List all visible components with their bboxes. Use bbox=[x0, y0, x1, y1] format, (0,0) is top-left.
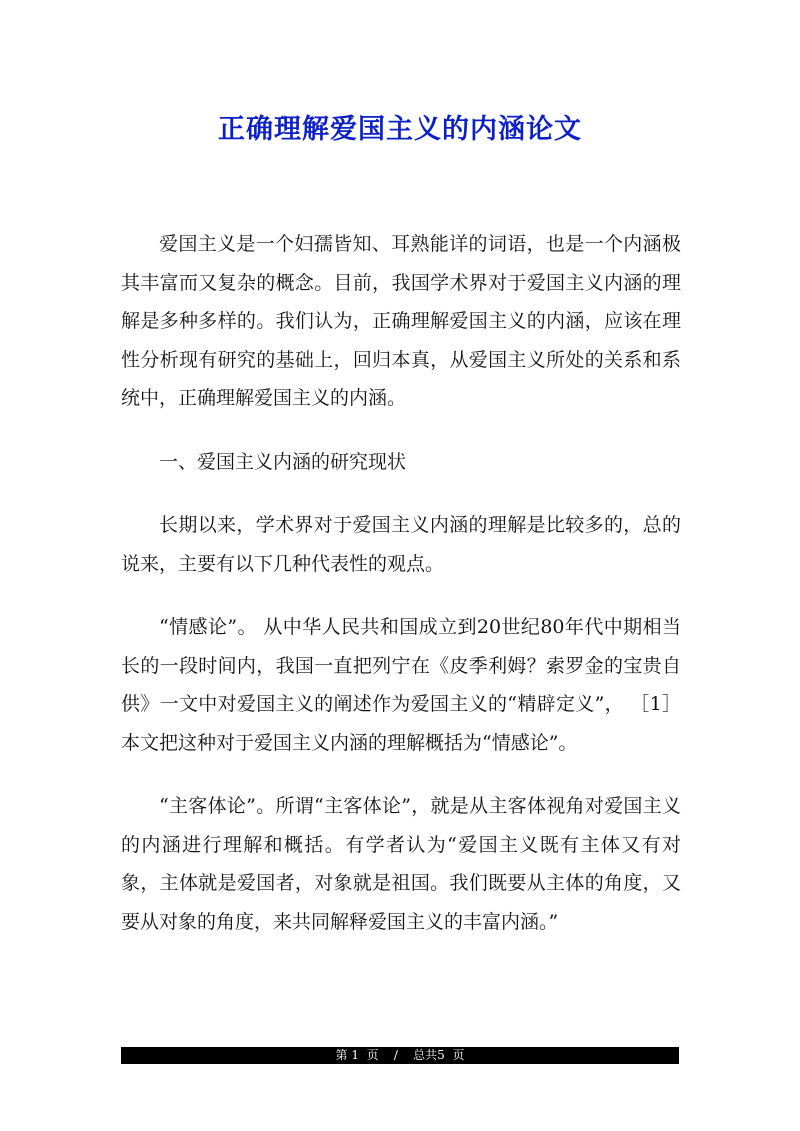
document-title: 正确理解爱国主义的内涵论文 bbox=[218, 114, 582, 145]
page-footer: 第 1 页 / 总共5 页 bbox=[121, 1047, 679, 1064]
section-heading: 一、爱国主义内涵的研究现状 bbox=[159, 450, 407, 473]
document-body bbox=[121, 225, 681, 966]
paragraph-intro: 爱国主义是一个妇孺皆知、耳熟能详的词语，也是一个内涵极其丰富而又复杂的概念。目前，我国学术界对于爱国主义内涵的理解是多种多样的。我们认为，正确理解爱国主义的内涵，应该在理性分析现有研究的基础上，回归本真，从爱国主义所处的关系和系统中，正确理解爱国主义的内涵。 bbox=[121, 233, 681, 409]
paragraph-emotion-theory: “情感论”。 从中华人民共和国成立到20世纪80年代中期相当长的一段时间内，我国一直把列宁在《皮季利姆？索罗金的宝贵自供》一文中对爱国主义的阐述作为爱国主义的“精辟定义”， ［1］本文把这种对于爱国主义内涵的理解概括为“情感论”。 bbox=[121, 616, 681, 754]
paragraph-overview: 长期以来，学术界对于爱国主义内涵的理解是比较多的，总的说来，主要有以下几种代表性的观点。 bbox=[121, 514, 681, 575]
paragraph-subject-object-theory: “主客体论”。所谓“主客体论”，就是从主客体视角对爱国主义的内涵进行理解和概括。有学者认为“爱国主义既有主体又有对象，主体就是爱国者，对象就是祖国。我们既要从主体的角度，又要从对象的角度，来共同解释爱国主义的丰富内涵。” bbox=[121, 795, 681, 933]
